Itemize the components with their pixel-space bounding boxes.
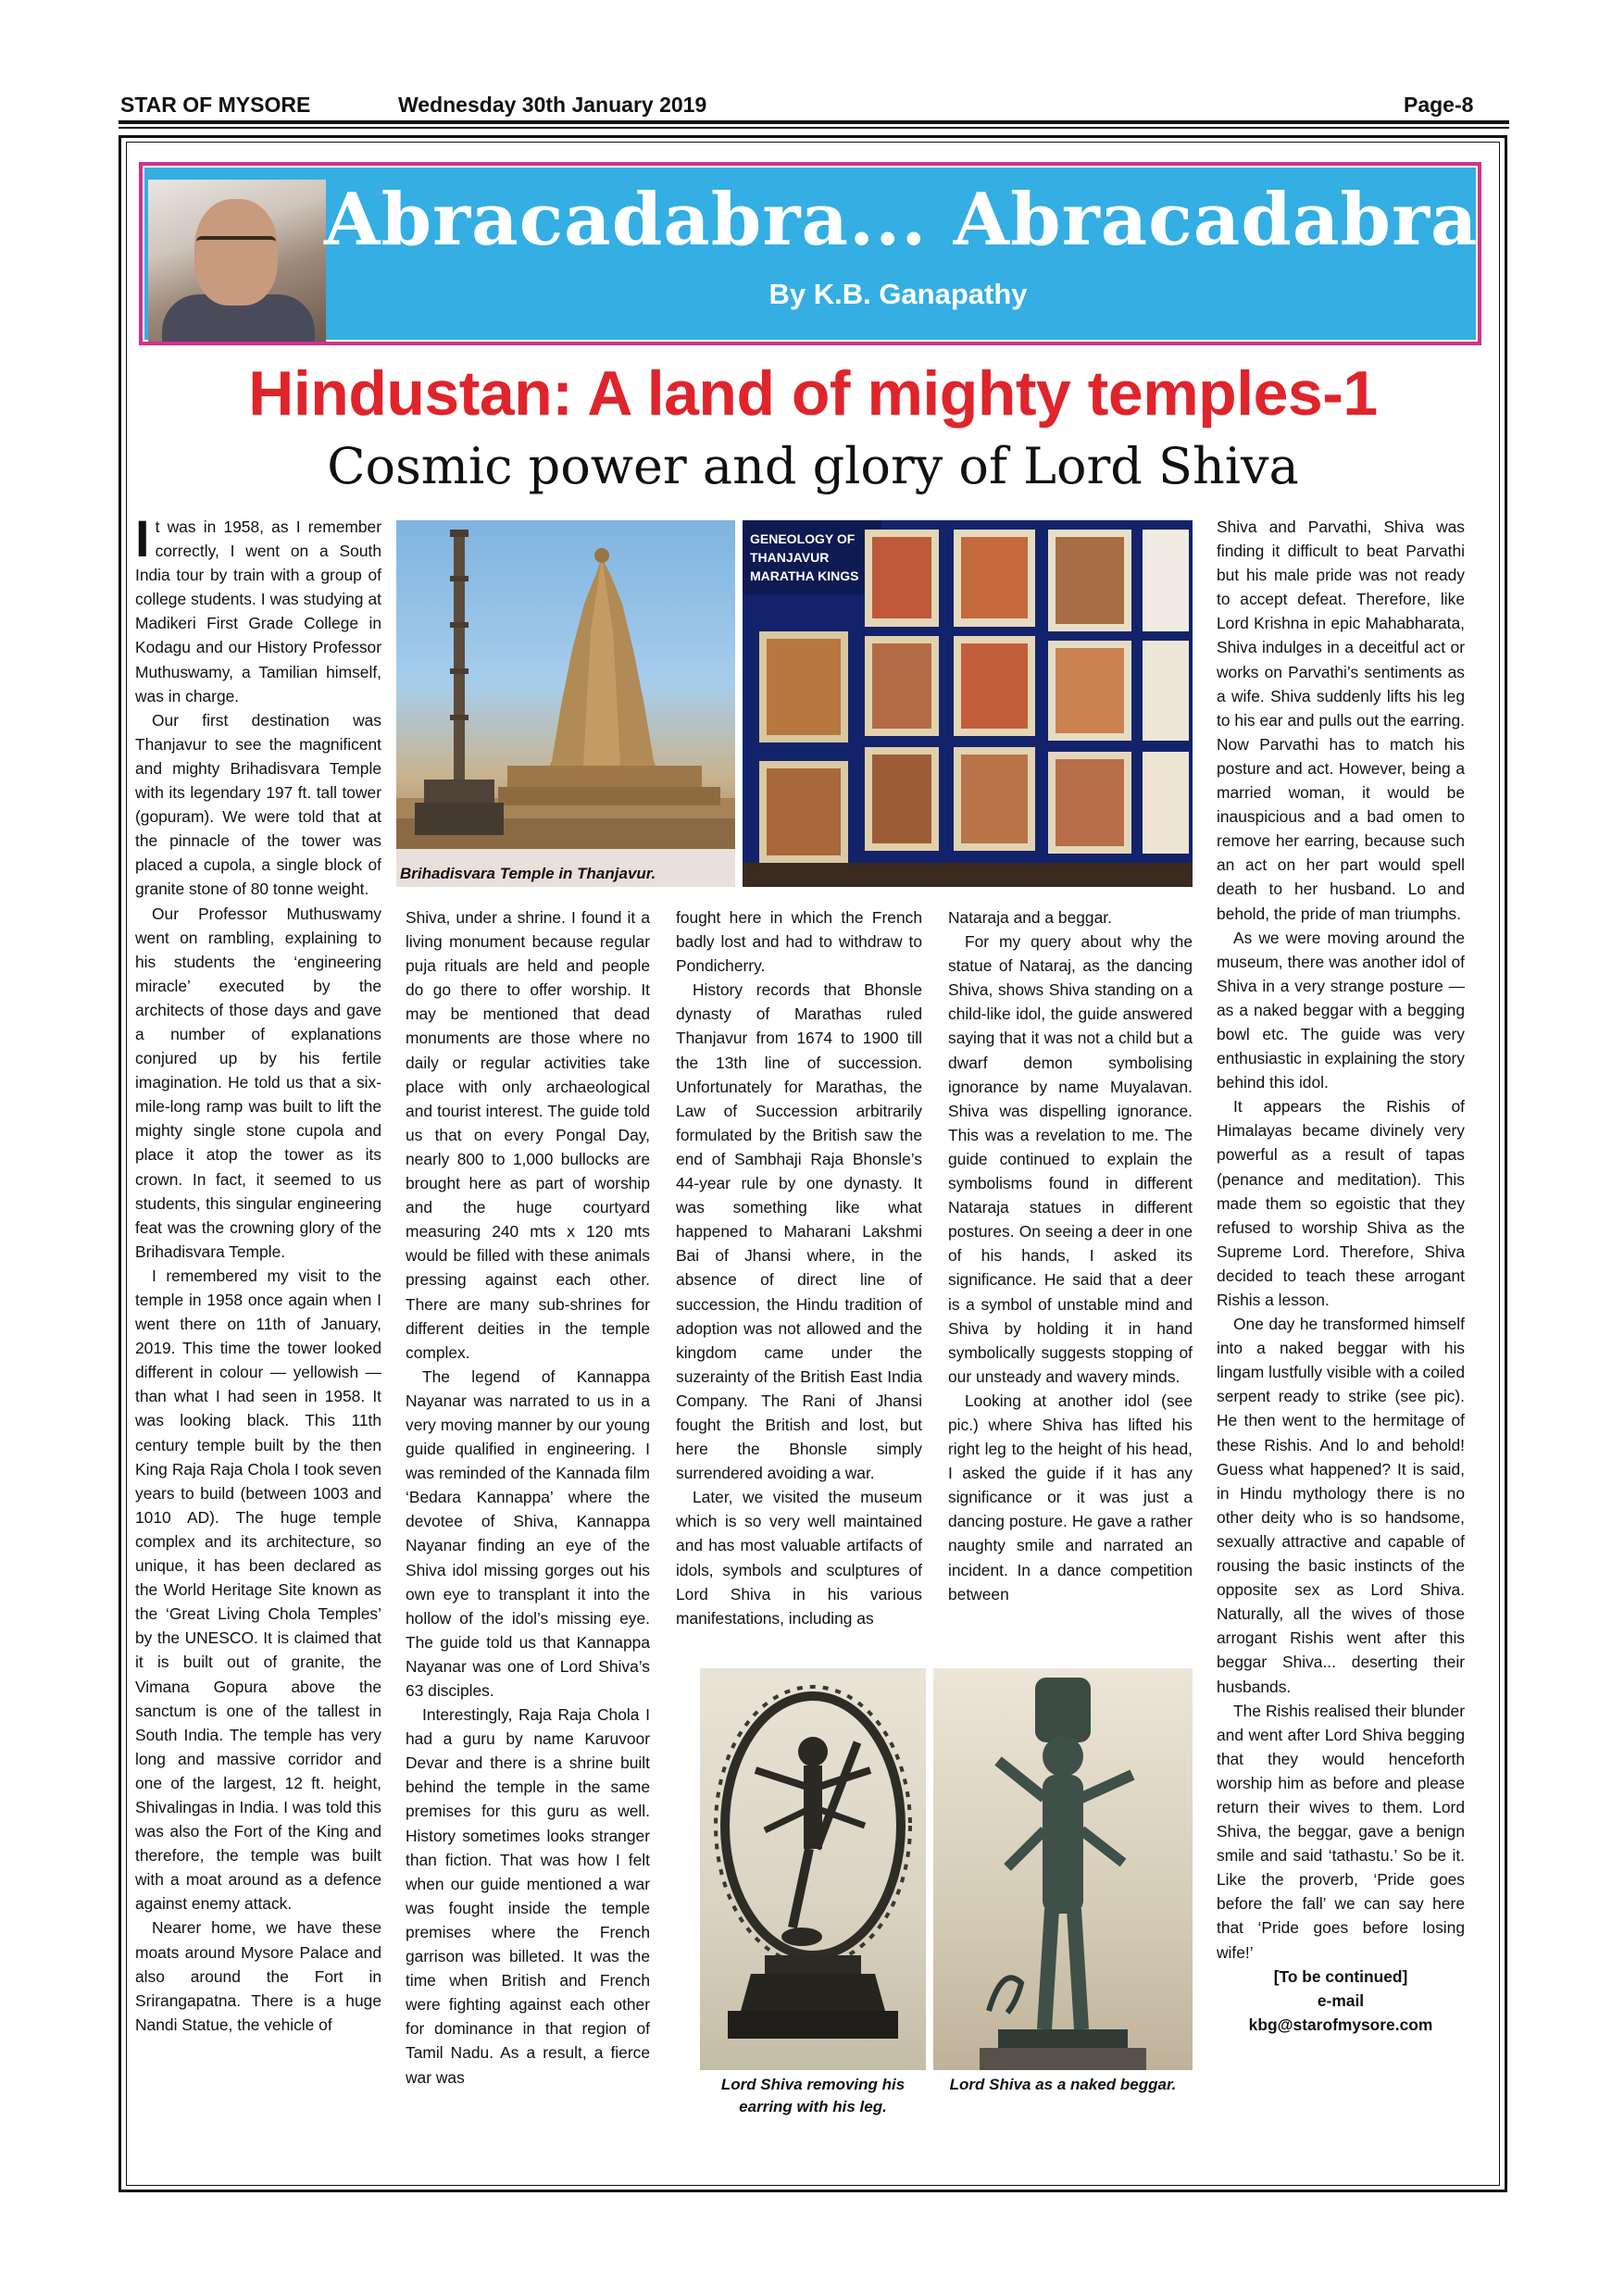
paragraph: Nearer home, we have these moats around Mysore Palace and also around the Fort in Srirangapatna. There is a huge Nandi Statue, the vehicle of	[135, 1918, 381, 2034]
column-1	[135, 509, 381, 2172]
drop-cap: I	[135, 509, 150, 568]
temple-caption: Brihadisvara Temple in Thanjavur.	[400, 865, 656, 882]
paragraph: Our first destination was Thanjavur to see the magnificent and mighty Brihadisvara Temple with its legendary 197 ft. tall tower (gopuram). We were told that at the pinnacle of the tower was placed a cupola, a single block of granite stone of 80 tonne weight.	[135, 710, 381, 899]
paragraph: Looking at another idol (see pic.) where Shiva has lifted his right leg to the height of his head, I asked the guide if it has any significance or it was just a dancing posture. He gave a rather naughty smile and narrated an incident. In a dance competition between	[948, 1391, 1193, 1603]
paragraph: Interestingly, Raja Raja Chola I had a guru by name Karuvoor Devar and there is a shrine built behind the temple in the same premises for this guru as well. History sometimes looks stranger than fiction. That was how I felt when our guide mentioned a war was fought inside the temple premises where the French garrison was billeted. It was the time when British and French were fighting against each other for dominance in that region of Tamil Nadu. As a result, a fierce war was	[406, 1705, 650, 2087]
paragraph: As we were moving around the museum, there was another idol of Shiva in a very strange posture — as a naked beggar with a begging bowl etc. The guide was very enthusiastic in explaining the story behind this idol.	[1217, 928, 1465, 1092]
header-rule-thin	[119, 127, 1509, 129]
paragraph: t was in 1958, as I remember correctly, I went on a South India tour by train with a group of college students. I was studying at Madikeri First Grade College in Kodagu and our History Professor Muthuswamy, a Tamilian himself, was in charge.	[135, 518, 381, 705]
beggar-photo	[933, 1668, 1193, 2070]
paragraph: The Rishis realised their blunder and went after Lord Shiva begging that they would henceforth worship him as before and please return their wives to them. Lord Shiva, the beggar, gave a benign smile and said ‘tathastu.’ So be it. Like the proverb, ‘Pride goes before the fall’ we can say here that ‘Pride goes before losing wife!’	[1217, 1701, 1465, 1962]
page-number: Page-8	[1404, 93, 1474, 117]
email-address[interactable]: kbg@starofmysore.com	[1248, 2015, 1433, 2034]
paragraph: The legend of Kannappa Nayanar was narrated to us in a very moving manner by our young guide qualified in engineering. I was reminded of the Kannada film ‘Bedara Kannappa’ where the devotee of Shiva, Kannappa Nayanar finding an eye of the Shiva idol missing gorges out his own eye to transplant it into the hollow of the idol’s missing eye. The guide told us that Kannappa Nayanar was one of Lord Shiva’s 63 disciples.	[406, 1366, 650, 1700]
nataraja-illustration	[700, 1668, 926, 2070]
beggar-caption: Lord Shiva as a naked beggar.	[949, 2076, 1177, 2093]
issue-date: Wednesday 30th January 2019	[398, 93, 707, 117]
beggar-illustration	[933, 1668, 1193, 2070]
headline: Hindustan: A land of mighty temples-1	[248, 358, 1378, 429]
paragraph: Nataraja and a beggar.	[948, 908, 1112, 927]
temple-illustration	[396, 520, 735, 887]
email-label: e-mail	[1317, 1990, 1365, 2010]
paragraph: fought here in which the French badly lost and had to withdraw to Pondicherry.	[676, 908, 922, 976]
column-3	[676, 905, 922, 1637]
museum-sign: GENEOLOGY OF THANJAVUR MARATHA KINGS	[750, 531, 859, 583]
paragraph: History records that Bhonsle dynasty of Marathas ruled Thanjavur from 1674 to 1900 till the 13th line of succession. Unfortunately for Marathas, the Law of Succession arbitrarily formulated by the British saw the end of Sambhaji Raja Bhonsle’s 44-year rule by one dynasty. It was something like what happened to Maharani Lakshmi Bai of Jhansi where, in the absence of direct line of succession, the Hindu tradition of adoption was not allowed and the kingdom came under the suzerainty of the British East India Company. The Rani of Jhansi fought the British and lost, but here the Bhonsle simply surrendered avoiding a war.	[676, 980, 922, 1483]
to-be-continued: [To be continued]	[1273, 1966, 1408, 1986]
subheadline: Cosmic power and glory of Lord Shiva	[327, 437, 1299, 495]
temple-photo	[396, 520, 735, 887]
column-4	[948, 905, 1193, 1637]
nataraja-caption: Lord Shiva removing his earring with his leg.	[720, 2076, 906, 2115]
paragraph: One day he transformed himself into a naked beggar with his lingam lustfully visible with a coiled serpent ready to strike (see pic). He then went to the hermitage of these Rishis. And lo and behold! Guess what happened? It is said, in Hindu mythology there is no other deity who is so handsome, sexually attractive and capable of rousing the basic instincts of the opposite sex as Lord Shiva. Naturally, all the wives of those arrogant Rishis went after this beggar Shiva... deserting their husbands.	[1217, 1315, 1465, 1696]
paragraph: Later, we visited the museum which is so very well maintained and has most valuable artifacts of idols, symbols and sculptures of Lord Shiva in his various manifestations, including as	[676, 1488, 922, 1628]
paragraph: For my query about why the statue of Nataraj, as the dancing Shiva, shows Shiva standing on a child-like idol, the guide answered saying that it was not a child but a dwarf demon symbolising ignorance by name Muyalavan. Shiva was dispelling ignorance. This was a revelation to me. The guide continued to explain the symbolisms found in different Nataraja statues in different postures. On seeing a deer in one of his hands, I asked its significance. He said that a deer is a symbol of unstable mind and Shiva by holding it in hand symbolically suggests stopping of our unsteady and wavery minds.	[948, 932, 1193, 1386]
paragraph: Our Professor Muthuswamy went on rambling, explaining to his students the ‘engineering miracle’ executed by the architects of those days and gave a number of explanations conjured up by his fertile imagination. He told us that a six-mile-long ramp was built to lift the mighty single stone cupola and place it atop the tower as its crown. In fact, it seemed to us students, this singular engineering feat was the crowning glory of the Brihadisvara Temple.	[135, 904, 381, 1261]
byline: By K.B. Ganapathy	[768, 278, 1028, 310]
column-2	[406, 905, 650, 2128]
paragraph: Shiva, under a shrine. I found it a living monument because regular puja rituals are held and people do go there to offer worship. It may be mentioned that dead monuments are those where no daily or regular activities take place with only archaeological and tourist interest. The guide told us that on every Pongal Day, nearly 800 to 1,000 bullocks are brought here as part of worship and the huge courtyard measuring 240 mts x 120 mts would be filled with these animals pressing against each other. There are many sub-shrines for different deities in the temple complex.	[406, 908, 650, 1362]
nataraja-photo	[700, 1668, 926, 2070]
paragraph: Shiva and Parvathi, Shiva was finding it difficult to beat Parvathi but his male pride was not ready to accept defeat. Therefore, like Lord Krishna in epic Mahabharata, Shiva indulges in a deceitful act or works on Parvathi’s sentiments as a wife. Shiva suddenly lifts his leg to his ear and pulls out the earring. Now Parvathi has to match his posture and act. However, being a married woman, it would be inauspicious and a bad omen to remove her earring, because such an act on her part would spell death to her husband. Lo and behold, the pride of man triumphs.	[1217, 518, 1465, 923]
column-title: Abracadabra... Abracadabra...	[324, 178, 1557, 262]
paragraph: I remembered my visit to the temple in 1958 once again when I went there on 11th of January, 2019. This time the tower looked different in colour — yellowish — than what I had seen in 1958. It was looking black. This 11th century temple built by the then King Raja Raja Chola I took seven years to build (between 1003 and 1010 AD). The huge temple complex and its architecture, so unique, it has been declared as the World Heritage Site known as the ‘Great Living Chola Temples’ by the UNESCO. It is claimed that it is built out of granite, the Vimana Gopura above the sanctum is one of the tallest in South India. The temple has very long and massive corridor and one of the largest, 12 ft. height, Shivalingas in India. I was told this was also the Fort of the King and therefore, the temple was built with a moat around as a defence against enemy attack.	[135, 1266, 381, 1914]
museum-photo	[743, 520, 1193, 887]
paper-name: STAR OF MYSORE	[120, 93, 311, 117]
header-rule	[119, 120, 1509, 124]
column-5	[1217, 515, 1465, 2172]
paragraph: It appears the Rishis of Himalayas became divinely very powerful as a result of tapas (penance and meditation). This made them so egoistic that they refused to worship Shiva as the Supreme Lord. Therefore, Shiva decided to teach these arrogant Rishis a lesson.	[1217, 1097, 1465, 1309]
author-photo-glasses	[196, 236, 276, 256]
